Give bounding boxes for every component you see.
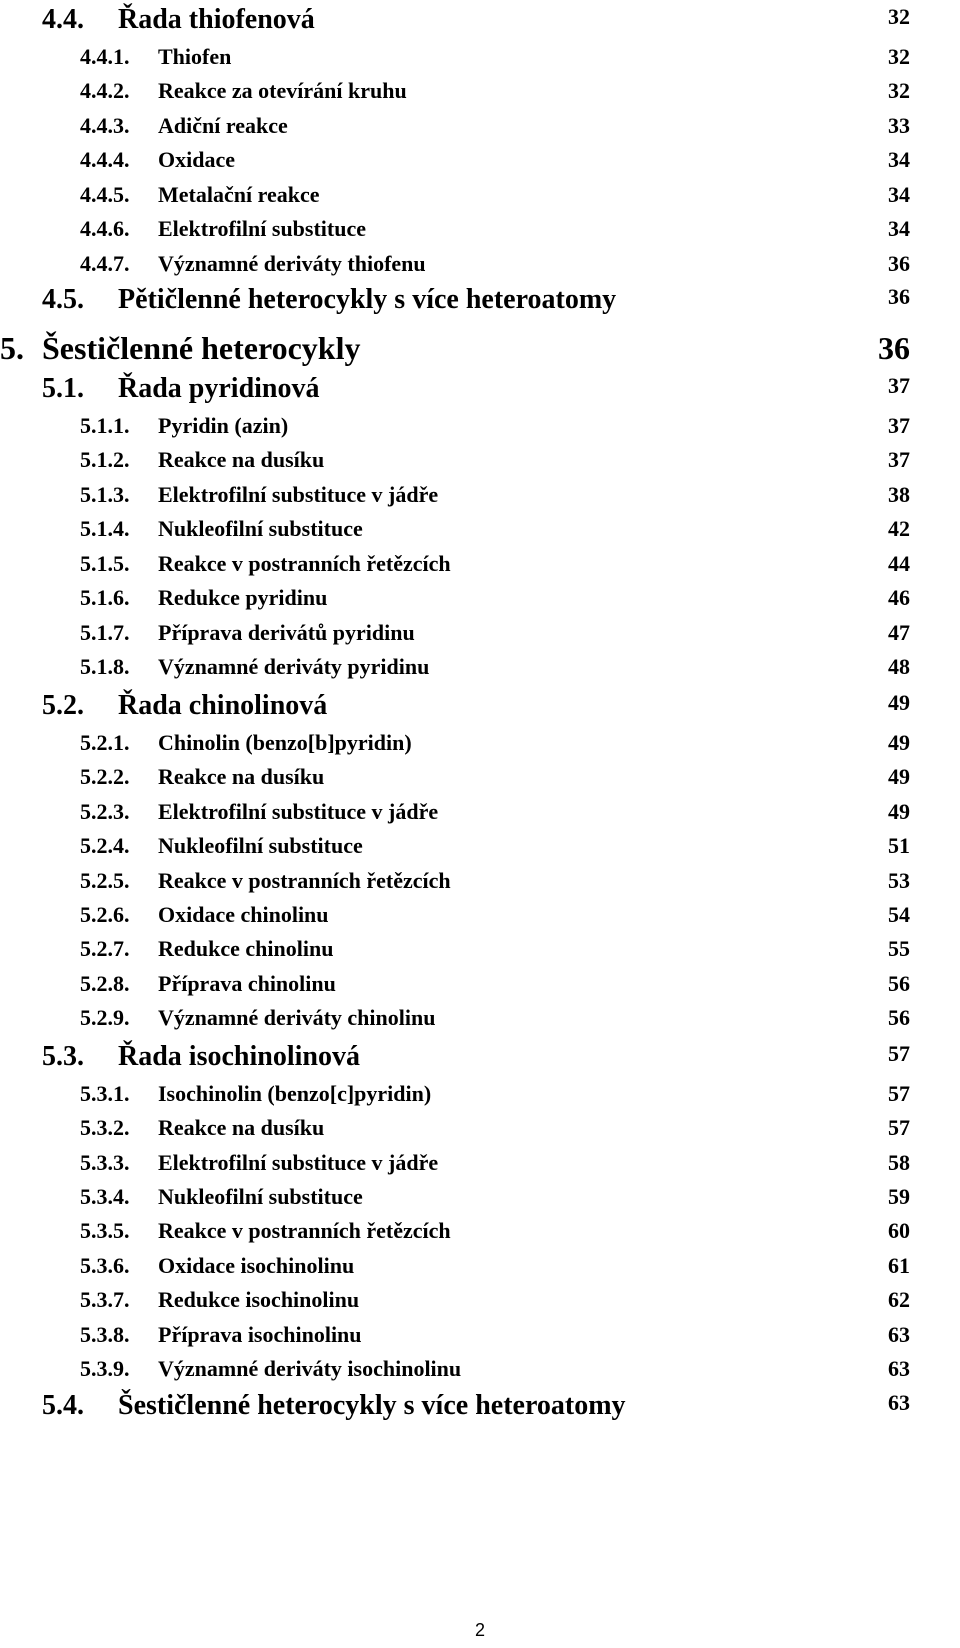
toc-entry-title: Reakce na dusíku — [158, 764, 325, 789]
toc-entry[interactable] — [0, 1390, 910, 1424]
toc-entry-title: Šestičlenné heterocykly s více heteroatomy — [118, 1390, 626, 1421]
toc-entry[interactable] — [0, 1184, 910, 1218]
toc-entry-page: 32 — [888, 44, 910, 69]
toc-entry-number: 5.2.8. — [80, 971, 130, 996]
toc-entry-number: 4.4.3. — [80, 113, 130, 138]
toc-entry-page: 51 — [888, 833, 910, 858]
toc-entry-page: 53 — [888, 868, 910, 893]
toc-entry-title: Významné deriváty thiofenu — [158, 251, 426, 276]
toc-entry-title: Redukce chinolinu — [158, 936, 334, 961]
toc-entry-title: Elektrofilní substituce v jádře — [158, 1150, 439, 1175]
toc-entry[interactable] — [0, 4, 910, 38]
toc-entry-title: Elektrofilní substituce v jádře — [158, 799, 439, 824]
toc-entry-title: Metalační reakce — [158, 182, 320, 207]
toc-entry-number: 4.4.6. — [80, 216, 130, 241]
toc-entry-title: Reakce na dusíku — [158, 1115, 325, 1140]
toc-entry-number: 5.3. — [42, 1041, 84, 1072]
toc-entry[interactable] — [0, 113, 910, 147]
toc-entry[interactable] — [0, 1253, 910, 1287]
toc-entry-title: Nukleofilní substituce — [158, 1184, 363, 1209]
toc-entry-page: 36 — [878, 330, 910, 366]
toc-entry-page: 46 — [888, 585, 910, 610]
toc-entry-title: Oxidace chinolinu — [158, 902, 329, 927]
toc-entry[interactable] — [0, 868, 910, 902]
toc-entry-page: 63 — [888, 1356, 910, 1381]
toc-entry[interactable] — [0, 1041, 910, 1075]
toc-entry-title: Příprava derivátů pyridinu — [158, 620, 415, 645]
toc-entry-title: Nukleofilní substituce — [158, 516, 363, 541]
toc-entry[interactable] — [0, 799, 910, 833]
toc-entry-title: Isochinolin (benzo[c]pyridin) — [158, 1081, 432, 1106]
toc-entry-title: Reakce v postranních řetězcích — [158, 551, 451, 576]
toc-entry[interactable] — [0, 216, 910, 250]
toc-entry[interactable] — [0, 1218, 910, 1252]
toc-entry-number: 5.1.4. — [80, 516, 130, 541]
toc-entry-page: 34 — [888, 216, 910, 241]
toc-entry[interactable] — [0, 902, 910, 936]
toc-entry-page: 59 — [888, 1184, 910, 1209]
toc-entry-number: 5.1.1. — [80, 413, 130, 438]
toc-entry-page: 42 — [888, 516, 910, 541]
toc-entry-page: 37 — [888, 447, 910, 472]
toc-entry-page: 36 — [888, 251, 910, 276]
toc-entry-page: 61 — [888, 1253, 910, 1278]
toc-entry-page: 34 — [888, 182, 910, 207]
toc-entry[interactable] — [0, 1150, 910, 1184]
toc-entry-title: Elektrofilní substituce v jádře — [158, 482, 439, 507]
toc-entry-number: 5.2.6. — [80, 902, 130, 927]
toc-entry-page: 57 — [888, 1081, 910, 1106]
toc-entry-page: 49 — [888, 690, 910, 715]
toc-entry-title: Oxidace — [158, 147, 235, 172]
toc-entry-page: 57 — [888, 1115, 910, 1140]
toc-entry[interactable] — [0, 1115, 910, 1149]
toc-entry[interactable] — [0, 730, 910, 764]
toc-entry[interactable] — [0, 764, 910, 798]
toc-entry[interactable] — [0, 516, 910, 550]
toc-entry[interactable] — [0, 1081, 910, 1115]
toc-entry-page: 55 — [888, 936, 910, 961]
toc-entry-number: 5.1.6. — [80, 585, 130, 610]
toc-entry[interactable] — [0, 833, 910, 867]
toc-entry-page: 56 — [888, 971, 910, 996]
toc-entry-page: 37 — [888, 413, 910, 438]
toc-entry-page: 32 — [888, 78, 910, 103]
toc-entry-page: 58 — [888, 1150, 910, 1175]
toc-entry-page: 38 — [888, 482, 910, 507]
toc-entry-number: 5.3.9. — [80, 1356, 130, 1381]
toc-entry-number: 4.4. — [42, 4, 84, 35]
toc-entry[interactable] — [0, 971, 910, 1005]
toc-entry-number: 5.1.2. — [80, 447, 130, 472]
toc-entry-number: 5.1.7. — [80, 620, 130, 645]
toc-entry-title: Pětičlenné heterocykly s více heteroatomy — [118, 284, 617, 315]
toc-entry-title: Významné deriváty isochinolinu — [158, 1356, 462, 1381]
toc-entry[interactable] — [0, 373, 910, 407]
toc-entry-page: 49 — [888, 799, 910, 824]
toc-entry[interactable] — [0, 690, 910, 724]
toc-entry[interactable] — [0, 585, 910, 619]
toc-entry-title: Chinolin (benzo[b]pyridin) — [158, 730, 412, 755]
toc-entry[interactable] — [0, 482, 910, 516]
toc-entry[interactable] — [0, 251, 910, 285]
toc-entry-page: 54 — [888, 902, 910, 927]
toc-entry-number: 5.3.2. — [80, 1115, 130, 1140]
toc-entry-title: Příprava chinolinu — [158, 971, 336, 996]
toc-entry-number: 5.1. — [42, 373, 84, 404]
page-number: 2 — [474, 1620, 485, 1640]
toc-entry-number: 5.2.4. — [80, 833, 130, 858]
toc-entry-title: Významné deriváty chinolinu — [158, 1005, 436, 1030]
toc-entry[interactable] — [0, 78, 910, 112]
toc-entry-number: 5.2. — [42, 690, 84, 721]
toc-entry-number: 5.2.9. — [80, 1005, 130, 1030]
toc-entry-number: 5.3.7. — [80, 1287, 130, 1312]
toc-entry-title: Řada isochinolinová — [118, 1041, 360, 1072]
toc-entry-title: Příprava isochinolinu — [158, 1322, 362, 1347]
toc-entry-number: 5.2.5. — [80, 868, 130, 893]
toc-entry-number: 4.4.5. — [80, 182, 130, 207]
toc-entry[interactable] — [0, 936, 910, 970]
toc-entry[interactable] — [0, 1356, 910, 1390]
toc-entry-number: 5.1.5. — [80, 551, 130, 576]
toc-entry-page: 57 — [888, 1041, 910, 1066]
toc-entry-page: 47 — [888, 620, 910, 645]
toc-entry-page: 63 — [888, 1322, 910, 1347]
toc-entry[interactable] — [0, 447, 910, 481]
toc-entry-title: Řada chinolinová — [118, 690, 328, 721]
toc-entry-page: 48 — [888, 654, 910, 679]
toc-entry-title: Pyridin (azin) — [158, 413, 289, 438]
toc-entry-title: Thiofen — [158, 44, 232, 69]
toc-entry[interactable] — [0, 330, 910, 364]
toc-entry[interactable] — [0, 551, 910, 585]
toc-entry-number: 5.2.7. — [80, 936, 130, 961]
toc-entry[interactable] — [0, 1287, 910, 1321]
toc-entry-number: 5. — [0, 330, 24, 366]
toc-entry[interactable] — [0, 620, 910, 654]
toc-entry-page: 32 — [888, 4, 910, 29]
toc-entry[interactable] — [0, 147, 910, 181]
toc-entry-title: Řada thiofenová — [118, 4, 315, 35]
toc-entry-number: 5.3.5. — [80, 1218, 130, 1243]
toc-entry[interactable] — [0, 1322, 910, 1356]
toc-entry-title: Oxidace isochinolinu — [158, 1253, 355, 1278]
toc-entry-page: 44 — [888, 551, 910, 576]
toc-entry-number: 5.1.8. — [80, 654, 130, 679]
toc-entry-title: Adiční reakce — [158, 113, 288, 138]
toc-entry[interactable] — [0, 182, 910, 216]
toc-entry-page: 37 — [888, 373, 910, 398]
toc-entry-number: 5.3.6. — [80, 1253, 130, 1278]
toc-entry-page: 56 — [888, 1005, 910, 1030]
toc-entry-number: 4.5. — [42, 284, 84, 315]
toc-entry-number: 4.4.1. — [80, 44, 130, 69]
toc-entry-title: Šestičlenné heterocykly — [42, 330, 361, 366]
toc-entry-page: 60 — [888, 1218, 910, 1243]
toc-entry-number: 5.3.4. — [80, 1184, 130, 1209]
toc-entry-number: 4.4.7. — [80, 251, 130, 276]
toc-entry[interactable] — [0, 413, 910, 447]
toc-entry-page: 49 — [888, 730, 910, 755]
toc-entry-page: 63 — [888, 1390, 910, 1415]
toc-entry-number: 5.4. — [42, 1390, 84, 1421]
toc-entry-number: 4.4.2. — [80, 78, 130, 103]
toc-entry[interactable] — [0, 654, 910, 688]
toc-entry-page: 49 — [888, 764, 910, 789]
toc-entry-title: Řada pyridinová — [118, 373, 320, 404]
toc-entry-number: 5.1.3. — [80, 482, 130, 507]
toc-entry-title: Reakce v postranních řetězcích — [158, 1218, 451, 1243]
toc-entry-number: 5.3.1. — [80, 1081, 130, 1106]
toc-entry-page: 34 — [888, 147, 910, 172]
toc-entry-title: Redukce isochinolinu — [158, 1287, 360, 1312]
toc-entry-title: Významné deriváty pyridinu — [158, 654, 430, 679]
toc-entry[interactable] — [0, 44, 910, 78]
toc-entry-title: Reakce v postranních řetězcích — [158, 868, 451, 893]
toc-entry-number: 5.2.2. — [80, 764, 130, 789]
toc-entry[interactable] — [0, 1005, 910, 1039]
toc-entry-page: 36 — [888, 284, 910, 309]
toc-entry-page: 33 — [888, 113, 910, 138]
toc-entry-number: 4.4.4. — [80, 147, 130, 172]
toc-entry-number: 5.3.3. — [80, 1150, 130, 1175]
toc-entry-title: Nukleofilní substituce — [158, 833, 363, 858]
toc-entry-number: 5.3.8. — [80, 1322, 130, 1347]
toc-entry-title: Reakce na dusíku — [158, 447, 325, 472]
toc-entry-title: Reakce za otevírání kruhu — [158, 78, 407, 103]
toc-entry[interactable] — [0, 284, 910, 318]
toc-entry-number: 5.2.1. — [80, 730, 130, 755]
toc-entry-title: Redukce pyridinu — [158, 585, 328, 610]
toc-entry-number: 5.2.3. — [80, 799, 130, 824]
toc-entry-title: Elektrofilní substituce — [158, 216, 367, 241]
toc-entry-page: 62 — [888, 1287, 910, 1312]
